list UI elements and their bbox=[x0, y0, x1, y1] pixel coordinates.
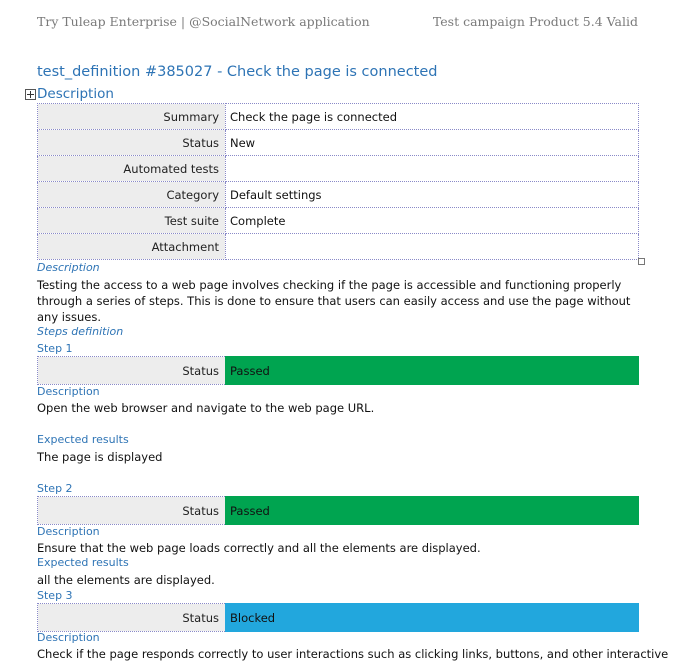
steps-definition-caption: Steps definition bbox=[37, 325, 124, 338]
test-suite-value[interactable]: Complete bbox=[226, 208, 639, 234]
category-label: Category bbox=[38, 182, 226, 208]
automated-tests-label: Automated tests bbox=[38, 156, 226, 182]
table-row bbox=[38, 234, 639, 260]
step-2-title: Step 2 bbox=[37, 482, 73, 495]
step-2-status-table bbox=[37, 496, 639, 525]
step-2-description-caption: Description bbox=[37, 525, 100, 538]
status-value[interactable]: New bbox=[226, 130, 639, 156]
page-header-left: Try Tuleap Enterprise | @SocialNetwork application bbox=[37, 14, 370, 29]
step-1-description-caption: Description bbox=[37, 385, 100, 398]
step-1-title: Step 1 bbox=[37, 342, 73, 355]
step-2-expected-caption: Expected results bbox=[37, 556, 129, 569]
table-row bbox=[38, 182, 639, 208]
summary-value[interactable]: Check the page is connected bbox=[226, 104, 639, 130]
summary-label: Summary bbox=[38, 104, 226, 130]
attachment-value[interactable] bbox=[226, 234, 639, 260]
step-3-description: Check if the page responds correctly to user interactions such as clicking links, buttons, and other interactive bbox=[37, 647, 669, 661]
automated-tests-value[interactable] bbox=[226, 156, 639, 182]
step-1-expected-caption: Expected results bbox=[37, 433, 129, 446]
step-3-status-label: Status bbox=[38, 604, 226, 632]
table-row bbox=[38, 208, 639, 234]
page-header-right: Test campaign Product 5.4 Valid bbox=[432, 14, 638, 29]
step-2-status-label: Status bbox=[38, 497, 226, 525]
table-row bbox=[38, 104, 639, 130]
step-1-status-badge[interactable]: Passed bbox=[226, 357, 639, 385]
table-move-handle-icon[interactable] bbox=[25, 89, 36, 100]
section-heading-description: Description bbox=[37, 86, 114, 102]
category-value[interactable]: Default settings bbox=[226, 182, 639, 208]
step-1-status-label: Status bbox=[38, 357, 226, 385]
attachment-label: Attachment bbox=[38, 234, 226, 260]
test-suite-label: Test suite bbox=[38, 208, 226, 234]
description-caption: Description bbox=[37, 261, 100, 274]
step-1-status-table bbox=[37, 356, 639, 385]
step-1-description: Open the web browser and navigate to the web page URL. bbox=[37, 401, 375, 415]
table-resize-handle-icon[interactable] bbox=[638, 258, 645, 265]
step-3-status-table bbox=[37, 603, 639, 632]
summary-table bbox=[37, 103, 639, 260]
document-title: test_definition #385027 - Check the page is connected bbox=[37, 64, 438, 80]
table-row bbox=[38, 130, 639, 156]
table-row bbox=[38, 497, 639, 525]
table-row bbox=[38, 604, 639, 632]
description-text: Testing the access to a web page involves checking if the page is accessible and functioning properly through a series of steps. This is done to ensure that users can easily access and use the page without any issues. bbox=[37, 278, 631, 324]
step-2-expected: all the elements are displayed. bbox=[37, 573, 215, 587]
step-1-expected: The page is displayed bbox=[37, 450, 163, 464]
status-label: Status bbox=[38, 130, 226, 156]
step-3-description-caption: Description bbox=[37, 631, 100, 644]
step-3-status-badge[interactable]: Blocked bbox=[226, 604, 639, 632]
step-2-description: Ensure that the web page loads correctly and all the elements are displayed. bbox=[37, 541, 481, 555]
step-3-title: Step 3 bbox=[37, 589, 73, 602]
step-2-status-badge[interactable]: Passed bbox=[226, 497, 639, 525]
table-row bbox=[38, 156, 639, 182]
table-row bbox=[38, 357, 639, 385]
